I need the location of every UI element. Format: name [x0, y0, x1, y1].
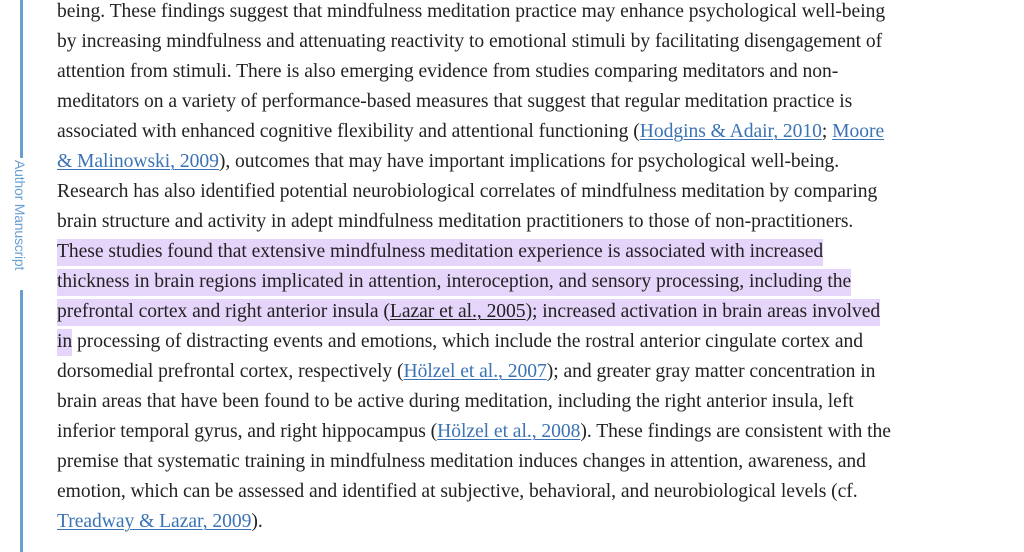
paragraph-line-13	[57, 357, 1017, 387]
author-manuscript-rule-top	[20, 0, 23, 158]
line-text: being. These findings suggest that mindfulness meditation practice may enhance psychological well-being	[57, 1, 886, 22]
paragraph-line-14	[57, 387, 1017, 417]
paragraph-line-16	[57, 447, 1017, 477]
text-selection-highlight[interactable]: thickness in brain regions implicated in attention, interoception, and sensory processing, including the	[57, 269, 851, 296]
line-text: meditators on a variety of performance-based measures that suggest that regular meditation practice is	[57, 91, 853, 112]
citation-link-holzel-2008[interactable]: Hölzel et al., 2008	[437, 421, 581, 442]
paragraph-line-9-highlighted	[57, 237, 1017, 267]
paragraph-line-3	[57, 57, 1017, 87]
line-text: ;	[821, 121, 833, 142]
line-text: brain areas that have been found to be active during meditation, including the right anterior insula, left	[57, 391, 854, 412]
text-selection-highlight-end[interactable]: in	[57, 329, 72, 356]
paragraph-line-8	[57, 207, 1017, 237]
paragraph-line-6	[57, 147, 1017, 177]
citation-link-hodgins-adair-2010[interactable]: Hodgins & Adair, 2010	[639, 121, 822, 142]
line-text: processing of distracting events and emotions, which include the rostral anterior cingulate cortex and	[72, 331, 864, 352]
line-text: emotion, which can be assessed and identified at subjective, behavioral, and neurobiological levels (cf.	[57, 481, 858, 502]
article-paragraph	[57, 0, 1017, 537]
line-text: brain structure and activity in adept mindfulness meditation practitioners to those of non-practitioners.	[57, 211, 854, 232]
paragraph-line-10-highlighted	[57, 267, 1017, 297]
citation-link-moore-malinowski-2009-part1[interactable]: Moore	[832, 121, 885, 142]
paragraph-line-12	[57, 327, 1017, 357]
line-text: premise that systematic training in mindfulness meditation induces changes in attention, awareness, and	[57, 451, 866, 472]
author-manuscript-text: Author Manuscript	[12, 160, 28, 271]
citation-link-moore-malinowski-2009-part2[interactable]: & Malinowski, 2009	[57, 151, 219, 172]
line-text: ).	[251, 511, 263, 532]
line-text: attention from stimuli. There is also emerging evidence from studies comparing meditators and non-	[57, 61, 839, 82]
line-text: inferior temporal gyrus, and right hippocampus (	[57, 421, 438, 442]
author-manuscript-rule-bottom	[20, 290, 23, 552]
line-text: associated with enhanced cognitive flexibility and attentional functioning (	[57, 121, 640, 142]
paragraph-line-18	[57, 507, 1017, 537]
paragraph-line-11-highlighted	[57, 297, 1017, 327]
line-text: Research has also identified potential neurobiological correlates of mindfulness meditation by comparing	[57, 181, 878, 202]
paragraph-line-5	[57, 117, 1017, 147]
citation-link-lazar-2005[interactable]: Lazar et al., 2005	[389, 301, 526, 322]
text-selection-highlight[interactable]	[57, 299, 880, 326]
paragraph-line-15	[57, 417, 1017, 447]
paragraph-line-2	[57, 27, 1017, 57]
paragraph-line-7	[57, 177, 1017, 207]
line-text: prefrontal cortex and right anterior insula (	[57, 301, 390, 322]
line-text: ). These findings are consistent with the	[580, 421, 891, 442]
paragraph-line-1	[57, 0, 1017, 27]
citation-link-treadway-lazar-2009[interactable]: Treadway & Lazar, 2009	[57, 511, 252, 532]
text-selection-highlight[interactable]: These studies found that extensive mindfulness meditation experience is associated with increased	[57, 239, 823, 266]
line-text: ), outcomes that may have important implications for psychological well-being.	[218, 151, 840, 172]
line-text: ); and greater gray matter concentration in	[546, 361, 876, 382]
paragraph-line-17	[57, 477, 1017, 507]
line-text: dorsomedial prefrontal cortex, respectively (	[57, 361, 404, 382]
paragraph-line-4	[57, 87, 1017, 117]
line-text: ); increased activation in brain areas involved	[525, 301, 881, 322]
line-text: by increasing mindfulness and attenuating reactivity to emotional stimuli by facilitating disengagement of	[57, 31, 883, 52]
citation-link-holzel-2007[interactable]: Hölzel et al., 2007	[403, 361, 547, 382]
